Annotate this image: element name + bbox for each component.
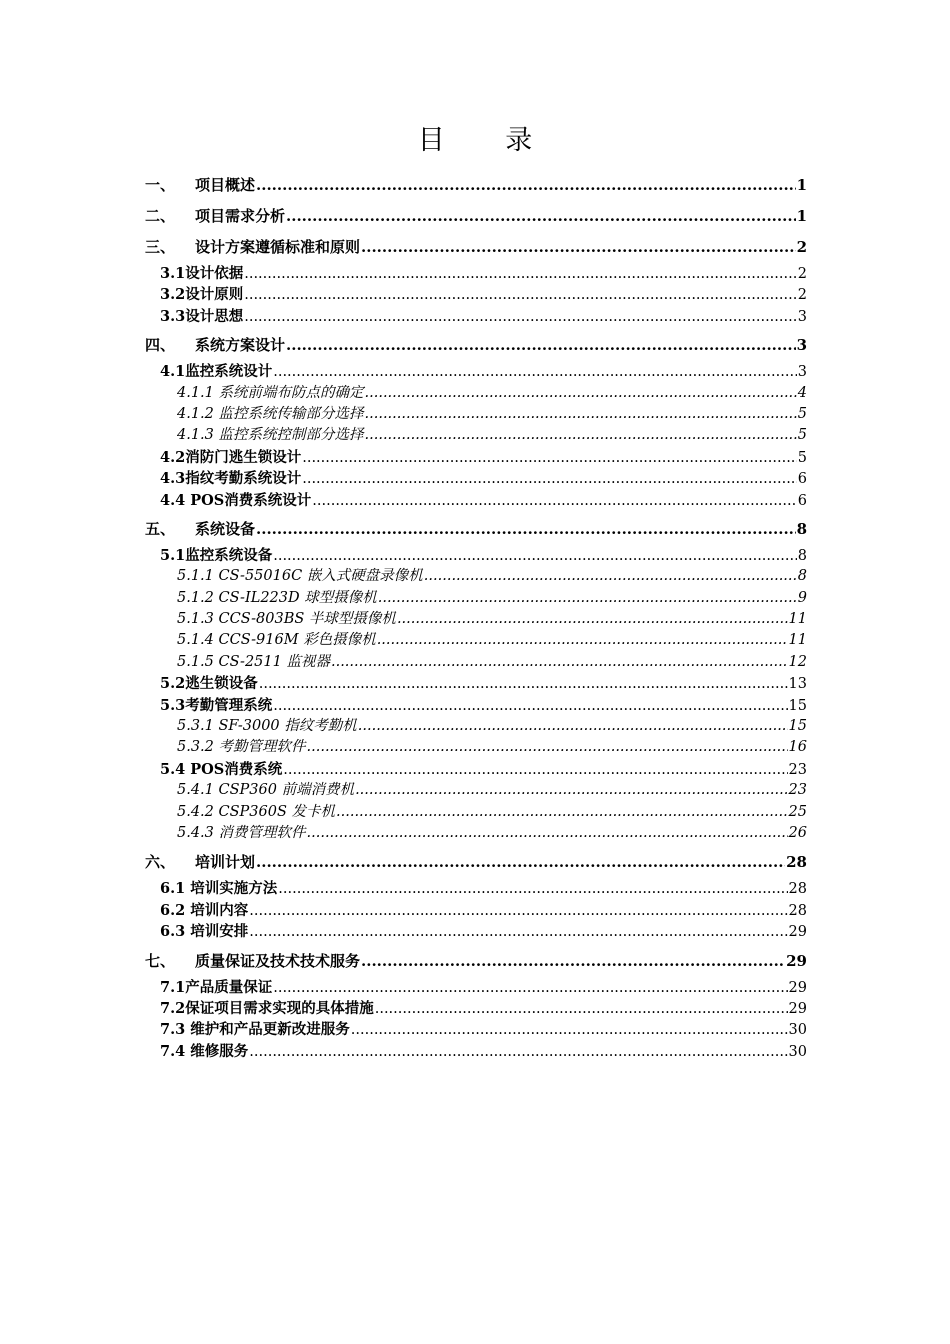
toc-entry-level-2[interactable] (145, 998, 807, 1019)
dot-leader (273, 978, 787, 999)
toc-title: 目 录 (417, 125, 559, 156)
dot-leader (365, 383, 797, 404)
toc-entry-level-1[interactable] (145, 330, 807, 361)
toc-entry-level-3[interactable] (145, 780, 807, 801)
toc-entry-level-3[interactable] (145, 383, 807, 404)
dot-leader (307, 823, 788, 844)
toc-entry-text: 5.4 POS消费系统 (160, 760, 283, 778)
toc-entry-level-2[interactable] (145, 921, 807, 942)
dot-leader (249, 922, 787, 943)
toc-entry-text: 5.1.3 CCS-803BS 半球型摄像机 (177, 611, 396, 628)
toc-entry-text: 培训计划 (195, 853, 256, 872)
toc-entry-text: 4.1监控系统设计 (160, 363, 273, 381)
toc-entry-text: 5.1.5 CS-2511 监视器 (177, 653, 330, 670)
dot-leader (249, 1042, 787, 1063)
dot-leader (365, 425, 797, 446)
dot-leader (307, 737, 788, 758)
toc-entry-page-number: 11 (788, 611, 807, 628)
toc-entry-number: 四、 (145, 336, 176, 355)
toc-entry-level-3[interactable] (145, 737, 807, 758)
toc-entry-page-number: 15 (788, 697, 807, 714)
toc-entry-text: 质量保证及技术技术服务 (195, 951, 361, 970)
toc-entry-page-number: 8 (797, 568, 807, 585)
dot-leader (375, 999, 788, 1020)
toc-entry-text: 4.2消防门逃生锁设计 (160, 448, 302, 466)
toc-entry-level-1[interactable] (145, 946, 807, 977)
toc-entry-level-3[interactable] (145, 566, 807, 587)
dot-leader (273, 696, 787, 717)
dot-leader (312, 491, 796, 512)
table-of-contents (145, 170, 807, 1062)
toc-entry-page-number: 26 (788, 824, 807, 841)
toc-entry-text: 3.3设计思想 (160, 307, 244, 325)
toc-entry-page-number: 15 (788, 718, 807, 735)
toc-entry-level-2[interactable] (145, 447, 807, 468)
toc-entry-text: 设计方案遵循标准和原则 (195, 238, 361, 256)
dot-leader (302, 469, 797, 490)
toc-entry-page-number: 28 (788, 881, 807, 898)
toc-entry-level-1[interactable] (145, 201, 807, 232)
toc-entry-text: 5.4.1 CSP360 前端消费机 (177, 782, 355, 799)
toc-entry-level-2[interactable] (145, 490, 807, 511)
toc-entry-text: 4.1.2 监控系统传输部分选择 (177, 405, 364, 422)
toc-entry-text: 5.3.1 SF-3000 指纹考勤机 (177, 718, 357, 735)
dot-leader (351, 1020, 788, 1041)
dot-leader (256, 847, 785, 878)
dot-leader (249, 901, 787, 922)
toc-entry-number: 一、 (145, 176, 176, 194)
toc-entry-page-number: 3 (796, 336, 807, 355)
toc-entry-page-number: 5 (797, 405, 807, 422)
dot-leader (244, 285, 797, 306)
toc-entry-level-3[interactable] (145, 425, 807, 446)
toc-entry-page-number: 3 (797, 308, 807, 325)
toc-entry-level-2[interactable] (145, 468, 807, 489)
toc-entry-level-1[interactable] (145, 514, 807, 545)
dot-leader (361, 946, 785, 977)
toc-entry-level-3[interactable] (145, 609, 807, 630)
toc-entry-level-2[interactable] (145, 306, 807, 327)
toc-entry-page-number: 11 (788, 632, 807, 649)
toc-entry-page-number: 30 (788, 1043, 807, 1060)
toc-entry-level-2[interactable] (145, 263, 807, 284)
dot-leader (273, 362, 797, 383)
toc-entry-level-2[interactable] (145, 977, 807, 998)
toc-entry-page-number: 16 (788, 739, 807, 756)
toc-entry-text: 项目需求分析 (195, 207, 286, 225)
toc-entry-text: 项目概述 (195, 176, 256, 194)
dot-leader (283, 760, 787, 781)
toc-entry-number: 七、 (145, 951, 176, 970)
toc-entry-text: 6.2 培训内容 (160, 901, 249, 919)
toc-entry-number: 三、 (145, 238, 176, 256)
dot-leader (336, 802, 788, 823)
toc-entry-page-number: 1 (796, 176, 807, 194)
toc-entry-level-1[interactable] (145, 170, 807, 201)
toc-entry-text: 4.4 POS消费系统设计 (160, 491, 312, 509)
toc-entry-page-number: 1 (796, 207, 807, 225)
dot-leader (424, 566, 797, 587)
toc-entry-text: 5.3考勤管理系统 (160, 696, 273, 714)
toc-entry-text: 4.3指纹考勤系统设计 (160, 470, 302, 488)
toc-entry-text: 系统方案设计 (195, 336, 286, 355)
toc-entry-page-number: 6 (797, 492, 807, 509)
toc-entry-text: 5.1.2 CS-IL223D 球型摄像机 (177, 589, 377, 606)
toc-entry-text: 5.1.4 CCS-916M 彩色摄像机 (177, 632, 376, 649)
toc-entry-text: 7.4 维修服务 (160, 1042, 249, 1060)
dot-leader (273, 546, 797, 567)
toc-entry-page-number: 23 (788, 782, 807, 799)
dot-leader (355, 780, 787, 801)
toc-entry-page-number: 4 (797, 384, 807, 401)
toc-entry-text: 5.3.2 考勤管理软件 (177, 739, 306, 756)
toc-entry-page-number: 2 (797, 266, 807, 282)
toc-entry-page-number: 5 (797, 449, 807, 466)
toc-entry-level-1[interactable] (145, 232, 807, 263)
toc-entry-page-number: 29 (788, 1000, 807, 1017)
toc-entry-text: 5.2逃生锁设备 (160, 675, 258, 693)
toc-entry-text: 6.1 培训实施方法 (160, 880, 278, 898)
toc-entry-level-3[interactable] (145, 716, 807, 737)
toc-entry-level-3[interactable] (145, 652, 807, 673)
toc-entry-text: 5.4.2 CSP360S 发卡机 (177, 803, 336, 820)
toc-entry-text: 5.1监控系统设备 (160, 546, 273, 564)
toc-entry-page-number: 12 (788, 653, 807, 670)
dot-leader (256, 514, 796, 545)
toc-entry-page-number: 2 (796, 238, 807, 256)
toc-entry-page-number: 9 (797, 589, 807, 606)
toc-entry-text: 4.1.3 监控系统控制部分选择 (177, 427, 364, 444)
toc-entry-page-number: 3 (797, 364, 807, 381)
toc-entry-text: 4.1.1 系统前端布防点的确定 (177, 384, 364, 401)
dot-leader (378, 588, 797, 609)
toc-entry-level-2[interactable] (145, 1041, 807, 1062)
toc-entry-text: 系统设备 (195, 519, 256, 538)
toc-entry-number: 五、 (145, 519, 176, 538)
dot-leader (244, 264, 797, 285)
toc-entry-page-number: 5 (797, 427, 807, 444)
toc-entry-page-number: 13 (788, 676, 807, 693)
dot-leader (377, 630, 788, 651)
toc-entry-level-2[interactable] (145, 759, 807, 780)
toc-entry-level-2[interactable] (145, 361, 807, 382)
toc-entry-level-3[interactable] (145, 404, 807, 425)
toc-entry-level-2[interactable] (145, 1019, 807, 1040)
toc-entry-text: 7.3 维护和产品更新改进服务 (160, 1021, 350, 1039)
toc-entry-text: 3.1设计依据 (160, 265, 244, 282)
toc-entry-level-3[interactable] (145, 588, 807, 609)
toc-entry-page-number: 8 (796, 519, 807, 538)
toc-entry-page-number: 2 (797, 287, 807, 304)
dot-leader (256, 170, 796, 201)
dot-leader (259, 674, 788, 695)
toc-entry-page-number: 30 (788, 1022, 807, 1039)
toc-entry-text: 3.2设计原则 (160, 286, 244, 304)
toc-entry-text: 5.1.1 CS-55016C 嵌入式硬盘录像机 (177, 568, 423, 585)
toc-entry-page-number: 23 (788, 761, 807, 778)
toc-entry-page-number: 28 (786, 853, 807, 872)
dot-leader (358, 716, 788, 737)
dot-leader (244, 307, 797, 328)
dot-leader (361, 232, 796, 263)
toc-entry-level-3[interactable] (145, 802, 807, 823)
dot-leader (302, 448, 797, 469)
dot-leader (331, 652, 788, 673)
toc-entry-level-3[interactable] (145, 630, 807, 651)
toc-entry-page-number: 6 (797, 471, 807, 488)
toc-entry-page-number: 8 (797, 547, 807, 564)
toc-entry-number: 六、 (145, 853, 176, 872)
toc-entry-page-number: 29 (786, 951, 807, 970)
dot-leader (286, 201, 796, 232)
dot-leader (397, 609, 788, 630)
toc-entry-text: 7.1产品质量保证 (160, 978, 273, 996)
toc-entry-level-2[interactable] (145, 673, 807, 694)
toc-entry-level-1[interactable] (145, 847, 807, 878)
dot-leader (278, 879, 787, 900)
toc-entry-number: 二、 (145, 207, 176, 225)
toc-entry-level-2[interactable] (145, 878, 807, 899)
toc-entry-page-number: 25 (788, 803, 807, 820)
toc-entry-page-number: 29 (788, 924, 807, 941)
toc-entry-text: 5.4.3 消费管理软件 (177, 824, 306, 841)
toc-entry-level-2[interactable] (145, 545, 807, 566)
toc-entry-page-number: 29 (788, 979, 807, 996)
dot-leader (365, 404, 797, 425)
toc-entry-text: 7.2保证项目需求实现的具体措施 (160, 999, 374, 1017)
toc-entry-level-2[interactable] (145, 695, 807, 716)
toc-entry-level-2[interactable] (145, 900, 807, 921)
dot-leader (286, 330, 796, 361)
toc-entry-text: 6.3 培训安排 (160, 923, 249, 941)
toc-entry-level-3[interactable] (145, 823, 807, 844)
toc-entry-page-number: 28 (788, 902, 807, 919)
toc-entry-level-2[interactable] (145, 284, 807, 305)
